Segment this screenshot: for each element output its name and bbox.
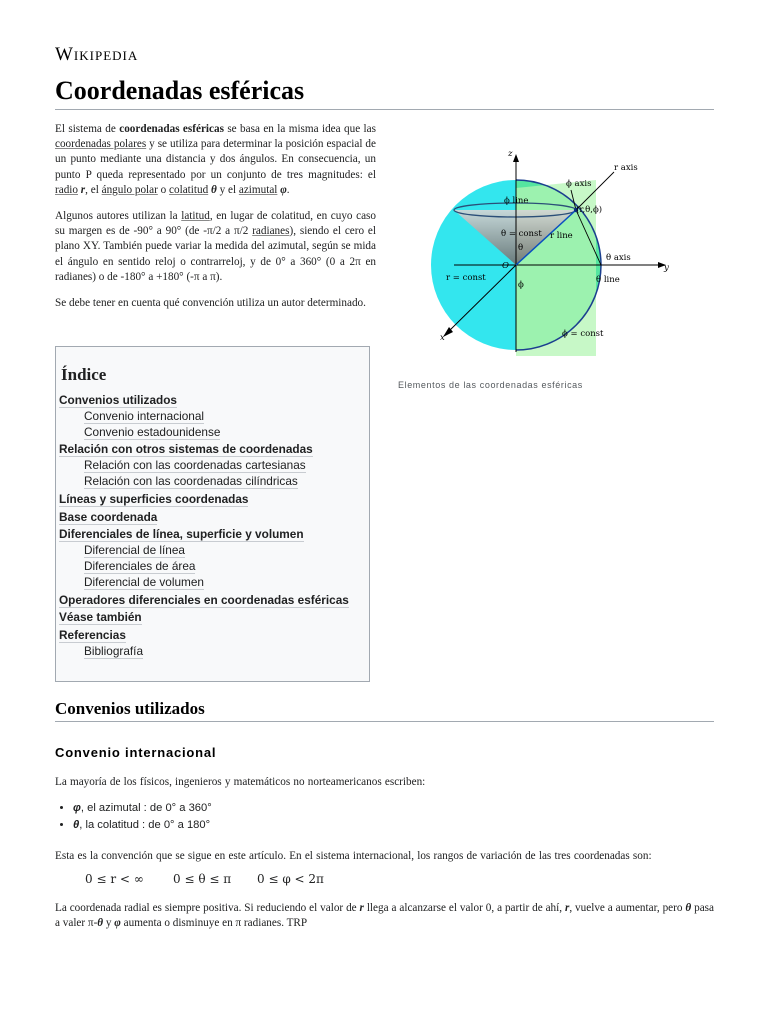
range-phi: 0 ≤ φ < 2π: [257, 872, 324, 886]
toc-item-label: Operadores diferenciales en coordenadas esféricas: [59, 592, 349, 607]
convention-item: [73, 817, 212, 834]
intro-text: [55, 122, 376, 322]
toc-item[interactable]: [59, 458, 364, 474]
phi-angle-label: ϕ: [518, 280, 524, 290]
math-symbol: θ: [73, 819, 80, 831]
wikipedia-wordmark[interactable]: Wikipedia: [55, 44, 139, 65]
toc-item-label: Base coordenada: [59, 509, 158, 524]
theta-axis-label: θ axis: [606, 253, 631, 263]
toc-item-label: Líneas y superficies coordenadas: [59, 491, 249, 506]
subsection-heading-internacional: Convenio internacional: [55, 745, 217, 760]
section-lead-text: La mayoría de los físicos, ingenieros y matemáticos no norteamericanos escriben:: [55, 776, 426, 788]
toc-item[interactable]: [59, 628, 364, 644]
toc-item[interactable]: [59, 610, 364, 626]
radial-coordinate-text: [55, 901, 714, 931]
origin-label: O: [502, 261, 509, 271]
text-run: y: [103, 917, 115, 930]
math-symbol: θ: [685, 902, 692, 914]
point-label: (r,θ,ϕ): [576, 205, 603, 215]
text-run: se basa en la misma idea que las: [223, 123, 376, 135]
toc-item[interactable]: [59, 644, 364, 660]
page-title: Coordenadas esféricas: [55, 76, 305, 105]
spherical-coordinates-figure: [396, 140, 696, 362]
math-symbol: φ: [73, 802, 81, 814]
text-run: El sistema de: [55, 123, 120, 135]
x-label: x: [440, 333, 445, 343]
math-symbol: θ: [97, 917, 104, 930]
math-symbol: φ: [114, 917, 121, 930]
toc-item-label: Relación con otros sistemas de coordenadas: [59, 442, 313, 457]
toc-item[interactable]: [59, 575, 364, 591]
toc-item-label: Convenios utilizados: [59, 393, 177, 407]
phi-line-label: ϕ line: [504, 196, 529, 206]
text-run: llega a alcanzarse el valor 0, a partir de ahí,: [363, 902, 565, 914]
toc-heading: Índice: [61, 365, 107, 384]
range-r: 0 ≤ r < ∞: [85, 872, 144, 886]
inline-link[interactable]: coordenadas polares: [55, 138, 147, 151]
intro-paragraph-2: [55, 209, 376, 285]
toc-item[interactable]: [59, 474, 364, 490]
toc-item-label: Referencias: [59, 628, 126, 643]
toc-item[interactable]: [59, 559, 364, 575]
y-label: y: [664, 263, 669, 273]
toc-item[interactable]: [59, 543, 364, 559]
toc-item-label: Véase también: [59, 610, 142, 625]
r-line-label: r line: [550, 231, 573, 241]
theta-angle-label: θ: [518, 243, 524, 253]
toc-item-label: Diferenciales de línea, superficie y volumen: [59, 527, 304, 542]
inline-link[interactable]: radio: [55, 183, 78, 196]
inline-link[interactable]: ángulo polar: [101, 183, 158, 196]
toc-item[interactable]: [59, 442, 364, 458]
inline-link[interactable]: colatitud: [169, 183, 209, 196]
theta-line-label: θ line: [596, 275, 620, 285]
toc-item-label: Convenio estadounidense: [84, 424, 221, 439]
math-symbol: θ: [211, 183, 217, 196]
inline-link[interactable]: radianes: [252, 225, 290, 238]
toc-item-label: Convenio internacional: [84, 408, 205, 423]
toc-item[interactable]: [59, 409, 364, 425]
inline-link[interactable]: azimutal: [238, 183, 278, 196]
toc-item-label: Diferenciales de área: [84, 558, 196, 573]
toc-list: [59, 393, 364, 660]
toc-item-label: Diferencial de volumen: [84, 574, 204, 589]
text-run: y se utiliza para determinar la posición espacial de un punto mediante una distancia y dos ángulos. En consecuencia, un punto P queda representado por un conjunto de tres magnitudes: el: [55, 138, 376, 181]
text-run: Se debe tener en cuenta qué convención utiliza un autor determinado.: [55, 297, 366, 310]
title-divider: [55, 109, 714, 110]
bold-term: coordenadas esféricas: [119, 123, 224, 135]
toc-item[interactable]: [59, 425, 364, 441]
inline-link[interactable]: latitud: [181, 210, 210, 223]
phi-axis-label: ϕ axis: [566, 179, 592, 189]
text-run: y el: [216, 183, 239, 196]
math-symbol: r: [359, 902, 364, 914]
text-run: , vuelve a aumentar, pero: [569, 902, 686, 914]
text-run: ), siendo el cero el plano XY. También puede variar la medida del azimutal, según se mida el ángulo en sentido reloj o contrarreloj, y de 0° a 360° (0 a 2π en radianes) o de -180° a +180° (-π a π).: [55, 225, 376, 283]
text-run: aumenta o disminuye en π radianes. TRP: [120, 917, 308, 930]
math-symbol: r: [80, 183, 86, 196]
text-run: .: [286, 183, 290, 196]
r-const-label: r = const: [446, 273, 486, 283]
toc-item[interactable]: [59, 593, 364, 609]
text-run: , la colatitud : de 0° a 180°: [79, 819, 211, 831]
toc-item[interactable]: [59, 527, 364, 543]
convention-item: [73, 800, 212, 817]
r-axis-label: r axis: [614, 163, 638, 173]
section-heading-convenios: Convenios utilizados: [55, 699, 205, 718]
theta-const-label: θ = const: [501, 229, 542, 239]
toc-item[interactable]: [59, 492, 364, 508]
math-symbol: φ: [280, 183, 287, 196]
phi-const-label: ϕ = const: [562, 329, 604, 339]
toc-item-label: Diferencial de línea: [84, 543, 185, 558]
text-run: , el azimutal : de 0° a 360°: [80, 802, 212, 814]
toc-item-label: Relación con las coordenadas cilíndricas: [84, 473, 298, 488]
z-arrow: [513, 154, 519, 162]
intro-paragraph-3: [55, 296, 376, 311]
toc-item[interactable]: [59, 393, 364, 409]
figure-caption: Elementos de las coordenadas esféricas: [398, 380, 583, 390]
text-run: Algunos autores utilizan la: [55, 210, 182, 223]
z-label: z: [508, 149, 513, 159]
text-run: , en lugar de colatitud, en cuyo caso su margen es de -90° a 90° (de -π/2 a π/2: [55, 210, 376, 238]
toc-item-label: Relación con las coordenadas cartesianas: [84, 458, 306, 473]
text-run: , el: [85, 183, 102, 196]
intro-paragraph-1: [55, 122, 376, 198]
section-divider: [55, 721, 714, 722]
math-symbol: r: [564, 902, 570, 914]
text-run: La coordenada radial es siempre positiva. Si reduciendo el valor de: [55, 902, 360, 914]
text-run: pasa a valer π-: [55, 902, 714, 930]
convention-text: Esta es la convención que se sigue en este artículo. En el sistema internacional, los rangos de variación de las tres coordenadas son:: [55, 850, 652, 862]
table-of-contents: [55, 346, 370, 682]
range-theta: 0 ≤ θ ≤ π: [173, 872, 232, 886]
toc-item-label: Bibliografía: [84, 643, 144, 658]
text-run: o: [157, 183, 170, 196]
toc-item[interactable]: [59, 510, 364, 526]
convention-list: [55, 800, 212, 834]
